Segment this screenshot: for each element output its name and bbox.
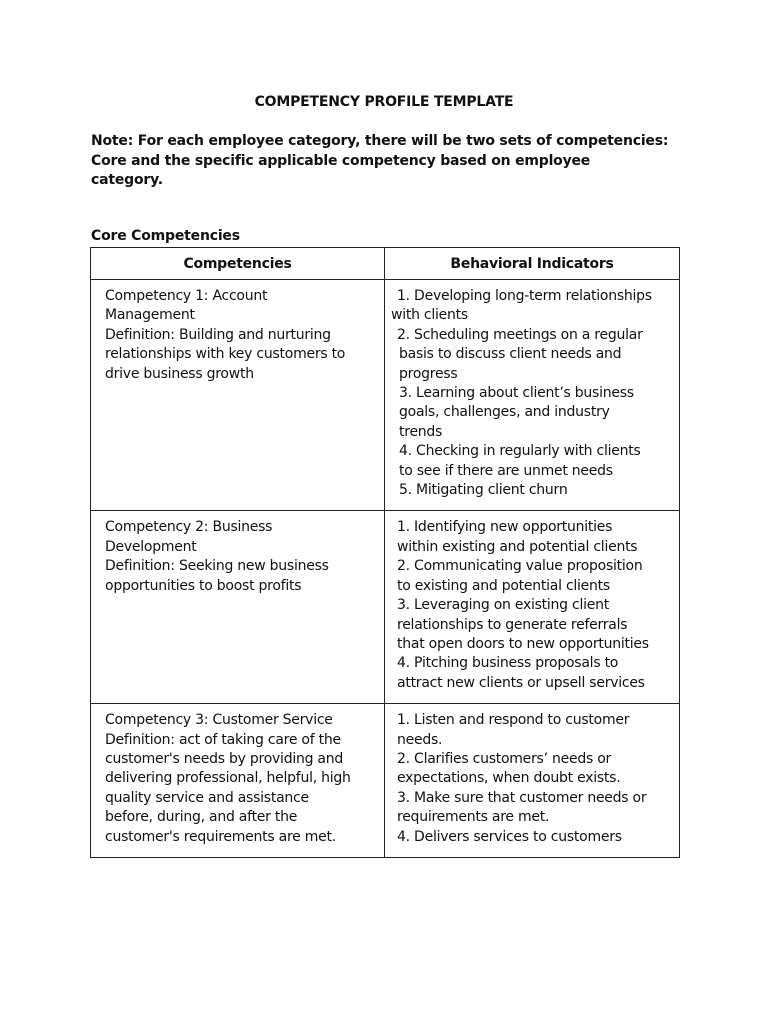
competency-line: customer's requirements are met. <box>105 828 336 845</box>
indicator-line: expectations, when doubt exists. <box>397 770 621 787</box>
note-line: Core and the specific applicable competency based on employee <box>91 152 591 169</box>
indicator-line: needs. <box>397 731 443 748</box>
header-competencies: Competencies <box>91 248 385 280</box>
indicator-line: progress <box>399 365 458 382</box>
indicator-line: with clients <box>391 307 468 324</box>
indicator-line: that open doors to new opportunities <box>397 635 649 652</box>
table-row <box>91 511 680 704</box>
indicator-line: 1. Listen and respond to customer <box>397 712 630 729</box>
competency-line: delivering professional, helpful, high <box>105 770 351 787</box>
indicators-cell <box>385 704 680 858</box>
competency-line: customer's needs by providing and <box>105 750 344 767</box>
indicator-line: 3. Leveraging on existing client <box>397 597 609 614</box>
indicator-line: 4. Checking in regularly with clients <box>399 443 641 460</box>
competency-line: Definition: act of taking care of the <box>105 731 341 748</box>
indicator-line: within existing and potential clients <box>397 538 638 555</box>
competency-line: drive business growth <box>105 365 254 382</box>
indicator-line: 3. Make sure that customer needs or <box>397 789 647 806</box>
document-title: COMPETENCY PROFILE TEMPLATE <box>254 94 514 110</box>
table-row <box>91 280 680 511</box>
indicator-line: 3. Learning about client’s business <box>399 385 634 402</box>
indicator-line: 5. Mitigating client churn <box>399 482 568 499</box>
note-line: category. <box>91 172 163 188</box>
competency-line: Definition: Seeking new business <box>105 558 329 575</box>
core-competencies-table <box>90 247 680 858</box>
table-header-row <box>91 248 680 280</box>
indicator-line: to see if there are unmet needs <box>399 462 613 479</box>
indicator-line: 2. Scheduling meetings on a regular <box>397 326 643 343</box>
competency-cell <box>91 511 385 704</box>
note-line: Note: For each employee category, there will be two sets of competencies: <box>91 133 669 149</box>
competency-line: opportunities to boost profits <box>105 577 302 594</box>
competency-line: Management <box>105 307 195 324</box>
indicator-line: goals, challenges, and industry <box>399 404 610 421</box>
indicator-line: 1. Identifying new opportunities <box>397 519 613 536</box>
indicator-line: 2. Clarifies customers’ needs or <box>397 750 612 767</box>
competency-line: relationships with key customers to <box>105 346 346 363</box>
indicator-line: relationships to generate referrals <box>397 616 628 633</box>
indicator-line: basis to discuss client needs and <box>399 346 622 363</box>
section-title: Core Competencies <box>91 228 240 244</box>
competency-cell <box>91 704 385 858</box>
competency-cell <box>91 280 385 511</box>
competency-line: Definition: Building and nurturing <box>105 326 331 343</box>
competency-line: Competency 3: Customer Service <box>105 712 333 729</box>
indicator-line: 1. Developing long-term relationships <box>397 288 652 304</box>
indicator-line: 2. Communicating value proposition <box>397 558 643 575</box>
competency-line: Development <box>105 538 197 555</box>
indicators-cell <box>385 511 680 704</box>
header-behavioral-indicators: Behavioral Indicators <box>385 248 680 280</box>
note-paragraph <box>91 132 691 191</box>
indicator-line: requirements are met. <box>397 809 550 826</box>
indicator-line: trends <box>399 423 443 440</box>
competency-line: Competency 1: Account <box>105 288 268 304</box>
indicator-line: 4. Pitching business proposals to <box>397 655 619 672</box>
competency-line: Competency 2: Business <box>105 519 273 536</box>
indicator-line: 4. Delivers services to customers <box>397 828 622 845</box>
competency-line: before, during, and after the <box>105 809 298 826</box>
table-row <box>91 704 680 858</box>
competency-line: quality service and assistance <box>105 789 309 806</box>
indicators-cell <box>385 280 680 511</box>
indicator-line: attract new clients or upsell services <box>397 674 645 691</box>
indicator-line: to existing and potential clients <box>397 577 610 594</box>
